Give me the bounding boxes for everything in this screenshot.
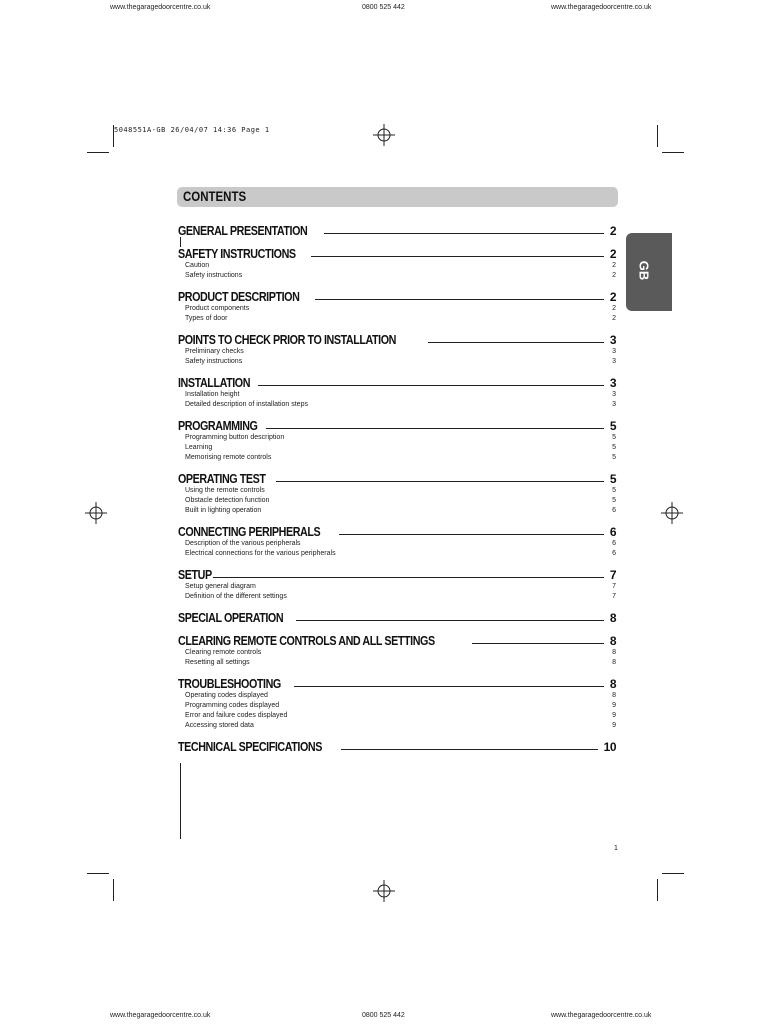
toc-entry-title: POINTS TO CHECK PRIOR TO INSTALLATION bbox=[178, 333, 397, 347]
toc-subentry-page: 8 bbox=[612, 692, 616, 699]
registration-mark-icon bbox=[661, 502, 683, 524]
toc-entry-page: 8 bbox=[609, 634, 616, 648]
toc-entry-title: PRODUCT DESCRIPTION bbox=[178, 290, 300, 304]
toc-section bbox=[178, 331, 616, 367]
toc-subentry-label: Electrical connections for the various peripherals bbox=[185, 550, 336, 557]
toc-section bbox=[178, 566, 616, 602]
toc-leader-line bbox=[339, 534, 603, 535]
toc-subentry-page: 5 bbox=[612, 497, 616, 504]
toc-leader-line bbox=[213, 577, 604, 578]
toc-subentry bbox=[178, 691, 616, 701]
toc-entry-title: CONNECTING PERIPHERALS bbox=[178, 525, 321, 539]
crop-mark bbox=[657, 125, 658, 147]
registration-mark-icon bbox=[373, 124, 395, 146]
toc-subentry bbox=[178, 314, 616, 324]
toc-entry-title: OPERATING TEST bbox=[178, 472, 266, 486]
toc-subentry-page: 2 bbox=[612, 305, 616, 312]
toc-subentry bbox=[178, 400, 616, 410]
toc-subentry-label: Safety instructions bbox=[185, 272, 243, 279]
page-title: CONTENTS bbox=[183, 188, 247, 204]
toc-section bbox=[178, 417, 616, 463]
toc-leader-line bbox=[341, 749, 597, 750]
toc-subentry bbox=[178, 648, 616, 658]
contents-title-bar bbox=[177, 187, 618, 207]
registration-mark-icon bbox=[85, 502, 107, 524]
toc-leader-line bbox=[276, 481, 604, 482]
toc-entry bbox=[178, 331, 616, 347]
language-tab bbox=[626, 233, 672, 311]
toc-subentry bbox=[178, 592, 616, 602]
toc-subentry bbox=[178, 506, 616, 516]
toc-entry-page: 2 bbox=[609, 290, 616, 304]
toc-subentry-label: Learning bbox=[185, 444, 213, 451]
toc-leader-line bbox=[472, 643, 603, 644]
toc-subentry-label: Description of the various peripherals bbox=[185, 540, 301, 547]
toc-subentry-label: Types of door bbox=[185, 315, 228, 322]
toc-leader-line bbox=[311, 256, 604, 257]
crop-mark bbox=[87, 873, 109, 874]
toc-subentry-page: 8 bbox=[612, 659, 616, 666]
toc-leader-line bbox=[294, 686, 604, 687]
toc-subentry bbox=[178, 701, 616, 711]
toc-subentry-page: 6 bbox=[612, 550, 616, 557]
toc-subentry bbox=[178, 486, 616, 496]
toc-entry bbox=[178, 374, 616, 390]
print-slug: 5048551A-GB 26/04/07 14:36 Page 1 bbox=[114, 126, 270, 134]
toc-section bbox=[178, 374, 616, 410]
toc-subentry bbox=[178, 347, 616, 357]
toc-subentry bbox=[178, 390, 616, 400]
crop-mark bbox=[87, 152, 109, 153]
toc-subentry-label: Resetting all settings bbox=[185, 659, 250, 666]
registration-mark-icon bbox=[373, 880, 395, 902]
toc-entry-title: SPECIAL OPERATION bbox=[178, 611, 284, 625]
toc-entry-page: 2 bbox=[609, 247, 616, 261]
toc-entry bbox=[178, 417, 616, 433]
toc-subentry-label: Programming codes displayed bbox=[185, 702, 280, 709]
toc-subentry-label: Definition of the different settings bbox=[185, 593, 287, 600]
toc-entry bbox=[178, 245, 616, 261]
crop-mark bbox=[657, 879, 658, 901]
toc-entry bbox=[178, 523, 616, 539]
toc-entry-title: PROGRAMMING bbox=[178, 419, 258, 433]
toc-subentry-label: Caution bbox=[185, 262, 210, 269]
toc-subentry-page: 2 bbox=[612, 315, 616, 322]
toc-subentry-page: 7 bbox=[612, 593, 616, 600]
toc-subentry-page: 7 bbox=[612, 583, 616, 590]
toc-subentry-page: 9 bbox=[612, 722, 616, 729]
header-phone: 0800 525 442 bbox=[362, 4, 405, 11]
toc-entry-page: 3 bbox=[609, 376, 616, 390]
toc-subentry bbox=[178, 496, 616, 506]
toc-entry bbox=[178, 566, 616, 582]
toc-subentry-page: 9 bbox=[612, 712, 616, 719]
toc-entry-title: TECHNICAL SPECIFICATIONS bbox=[178, 740, 322, 754]
toc-subentry-label: Installation height bbox=[185, 391, 240, 398]
language-tab-label: GB bbox=[636, 260, 652, 281]
toc-section bbox=[178, 288, 616, 324]
toc-leader-line bbox=[266, 428, 603, 429]
toc-leader-line bbox=[315, 299, 604, 300]
toc-section bbox=[178, 470, 616, 516]
toc-leader-line bbox=[324, 233, 603, 234]
vertical-rule bbox=[180, 763, 181, 839]
toc-subentry-page: 3 bbox=[612, 401, 616, 408]
toc-subentry-label: Preliminary checks bbox=[185, 348, 244, 355]
crop-mark bbox=[113, 879, 114, 901]
toc-entry bbox=[178, 632, 616, 648]
toc-entry-page: 6 bbox=[609, 525, 616, 539]
toc-entry bbox=[178, 609, 616, 625]
toc-section bbox=[178, 222, 616, 238]
toc-entry-title: INSTALLATION bbox=[178, 376, 251, 390]
toc-entry-title: GENERAL PRESENTATION bbox=[178, 224, 308, 238]
toc-subentry bbox=[178, 304, 616, 314]
toc-subentry-page: 5 bbox=[612, 434, 616, 441]
toc-subentry-label: Setup general diagram bbox=[185, 583, 256, 590]
toc-subentry-page: 3 bbox=[612, 358, 616, 365]
toc-entry-title: SAFETY INSTRUCTIONS bbox=[178, 247, 296, 261]
toc-entry bbox=[178, 470, 616, 486]
header-url-right: www.thegaragedoorcentre.co.uk bbox=[551, 4, 652, 11]
toc-subentry-page: 5 bbox=[612, 454, 616, 461]
toc-entry-page: 8 bbox=[609, 611, 616, 625]
toc-subentry-label: Obstacle detection function bbox=[185, 497, 270, 504]
toc-subentry-page: 6 bbox=[612, 507, 616, 514]
toc-subentry bbox=[178, 658, 616, 668]
toc-section bbox=[178, 738, 616, 754]
toc-subentry-page: 2 bbox=[612, 262, 616, 269]
toc-subentry bbox=[178, 549, 616, 559]
toc-subentry-label: Memorising remote controls bbox=[185, 454, 272, 461]
footer-url-right: www.thegaragedoorcentre.co.uk bbox=[551, 1012, 652, 1019]
toc-subentry-page: 3 bbox=[612, 348, 616, 355]
footer-phone: 0800 525 442 bbox=[362, 1012, 405, 1019]
toc-subentry-page: 2 bbox=[612, 272, 616, 279]
toc-entry-page: 8 bbox=[609, 677, 616, 691]
toc-entry-title: CLEARING REMOTE CONTROLS AND ALL SETTINGS bbox=[178, 634, 435, 648]
toc-subentry bbox=[178, 271, 616, 281]
toc-subentry-label: Built in lighting operation bbox=[185, 507, 262, 514]
toc-section bbox=[178, 675, 616, 731]
toc-entry-page: 5 bbox=[609, 472, 616, 486]
toc-subentry-page: 3 bbox=[612, 391, 616, 398]
toc-entry bbox=[178, 222, 616, 238]
toc-section bbox=[178, 245, 616, 281]
toc-section bbox=[178, 632, 616, 668]
toc-leader-line bbox=[428, 342, 604, 343]
toc-entry-title: SETUP bbox=[178, 568, 212, 582]
toc-subentry bbox=[178, 539, 616, 549]
toc-subentry bbox=[178, 433, 616, 443]
toc-entry bbox=[178, 738, 616, 754]
toc-subentry bbox=[178, 721, 616, 731]
toc-subentry bbox=[178, 443, 616, 453]
toc-subentry bbox=[178, 711, 616, 721]
toc-subentry-label: Product components bbox=[185, 305, 250, 312]
toc-subentry-label: Using the remote controls bbox=[185, 487, 265, 494]
footer-url-left: www.thegaragedoorcentre.co.uk bbox=[110, 1012, 211, 1019]
toc-subentry-page: 8 bbox=[612, 649, 616, 656]
toc-entry-page: 3 bbox=[609, 333, 616, 347]
toc-entry bbox=[178, 288, 616, 304]
toc-subentry-label: Accessing stored data bbox=[185, 722, 254, 729]
toc-section bbox=[178, 609, 616, 625]
toc-subentry-label: Operating codes displayed bbox=[185, 692, 268, 699]
page-number: 1 bbox=[614, 845, 618, 852]
toc-subentry-page: 5 bbox=[612, 487, 616, 494]
toc-subentry-page: 5 bbox=[612, 444, 616, 451]
toc-subentry bbox=[178, 582, 616, 592]
toc-subentry bbox=[178, 453, 616, 463]
toc-leader-line bbox=[296, 620, 604, 621]
crop-mark bbox=[662, 152, 684, 153]
toc-entry bbox=[178, 675, 616, 691]
toc-entry-page: 10 bbox=[603, 740, 616, 754]
crop-mark bbox=[113, 125, 114, 147]
toc-section bbox=[178, 523, 616, 559]
toc-subentry bbox=[178, 261, 616, 271]
toc-entry-page: 2 bbox=[609, 224, 616, 238]
crop-mark bbox=[662, 873, 684, 874]
toc-subentry-label: Clearing remote controls bbox=[185, 649, 262, 656]
toc-subentry bbox=[178, 357, 616, 367]
toc-leader-line bbox=[258, 385, 604, 386]
toc-subentry-label: Safety instructions bbox=[185, 358, 243, 365]
toc-entry-title: TROUBLESHOOTING bbox=[178, 677, 281, 691]
toc-subentry-page: 9 bbox=[612, 702, 616, 709]
toc-subentry-page: 6 bbox=[612, 540, 616, 547]
toc-subentry-label: Programming button description bbox=[185, 434, 285, 441]
toc-entry-page: 7 bbox=[609, 568, 616, 582]
toc-entry-page: 5 bbox=[609, 419, 616, 433]
toc-subentry-label: Detailed description of installation steps bbox=[185, 401, 308, 408]
header-url-left: www.thegaragedoorcentre.co.uk bbox=[110, 4, 211, 11]
toc-subentry-label: Error and failure codes displayed bbox=[185, 712, 288, 719]
table-of-contents bbox=[178, 222, 616, 761]
